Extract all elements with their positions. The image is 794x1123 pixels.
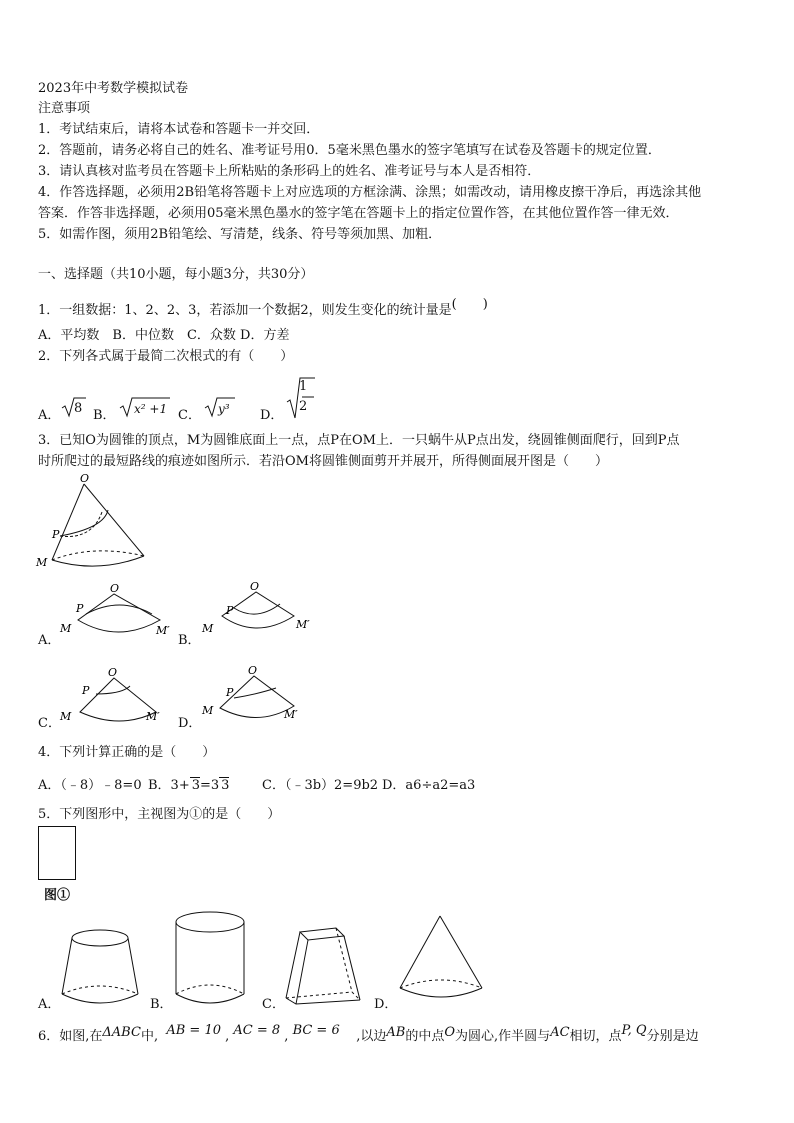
q3-sector-b-label-o: O (250, 580, 260, 593)
q3-option-c-label: C． (38, 716, 61, 731)
q5-stem: 5．下列图形中，主视图为①的是（ ） (38, 807, 281, 822)
q6-bc-length: BC = 6 (292, 1023, 340, 1038)
q4-option-d: D．a6÷a2=a3 (382, 778, 476, 793)
note-4: 4．作答选择题，必须用2B铅笔将答题卡上对应选项的方框涂满、涂黑；如需改动，请用橡皮擦干净后，再选涂其他 (38, 185, 702, 200)
q6-ab: AB (386, 1025, 406, 1040)
q2-option-c-label: C． (178, 408, 201, 423)
q2-stem: 2．下列各式属于最简二次根式的有（ ） (38, 349, 294, 364)
section-title: 一、选择题（共10小题，每小题3分，共30分） (38, 267, 314, 282)
q1-options: A．平均数 B．中位数 C．众数 D．方差 (38, 328, 290, 343)
q3-sector-b (200, 578, 320, 642)
q3-sector-d (200, 662, 310, 726)
q1-stem-text: 1．一组数据：1、2、2、3，若添加一个数据2，则发生变化的统计量是 (38, 303, 452, 318)
q3-sector-b-label-m: M (202, 622, 214, 635)
q4-b-radical-1: 3 (191, 778, 200, 793)
q2-fraction-den: 2 (299, 399, 308, 414)
q3-sector-d-label-p: P (226, 686, 234, 699)
q5-option-d-label: D． (374, 997, 398, 1012)
q3-sector-a-label-p: P (76, 602, 84, 615)
exam-title: 2023年中考数学模拟试卷 (38, 81, 189, 96)
q6-pq: P, Q (621, 1023, 647, 1038)
q3-sector-c-label-o: O (108, 666, 118, 679)
q5-cylinder-shape (172, 908, 252, 1010)
q5-option-c-label: C． (262, 997, 285, 1012)
q3-sector-d-label-m: M (202, 704, 214, 717)
q3-sector-a-label-m2: M′ (156, 624, 170, 637)
q4-b-prefix: B．3+ (148, 778, 190, 793)
q2-option-d-label: D． (260, 408, 284, 423)
q3-option-b-label: B． (178, 633, 201, 648)
q2-radicand-a: 8 (74, 401, 83, 416)
q3-sector-c-label-m: M (60, 710, 72, 723)
q5-frustum-shape (58, 926, 144, 1008)
q4-option-a: A．（﹣8）﹣8=0 (38, 778, 142, 793)
q3-sector-d-label-m2: M′ (284, 708, 298, 721)
q3-sector-a-label-m: M (60, 622, 72, 635)
q6-text-1: 6．如图,在 (38, 1029, 103, 1044)
q3-sector-d-label-o: O (248, 664, 258, 677)
q3-sector-b-label-m2: M′ (296, 618, 310, 631)
q3-sector-c (58, 664, 178, 728)
q5-figure-label: 图① (44, 888, 71, 903)
q3-cone-label-m: M (36, 556, 48, 569)
q4-b-mid: =3 (200, 778, 220, 793)
q3-line1: 3．已知O为圆锥的顶点，M为圆锥底面上一点，点P在OM上．一只蜗牛从P点出发，绕圆锥侧面爬行，回到P点 (38, 433, 680, 448)
q2-fraction-num: 1 (299, 379, 308, 394)
note-4-cont: 答案．作答非选择题，必须用05毫米黑色墨水的签字笔在答题卡上的指定位置作答，在其他位置作答一律无效． (38, 206, 679, 221)
q2-option-b-label: B． (93, 408, 116, 423)
q1-paren: ( ) (451, 297, 488, 312)
q3-sector-b-label-p: P (226, 604, 234, 617)
q3-sector-a (58, 582, 178, 644)
q3-line2: 时所爬过的最短路线的痕迹如图所示．若沿OM将圆锥侧面剪开并展开，所得侧面展开图是（ ） (38, 454, 608, 469)
q3-sector-c-label-p: P (82, 684, 90, 697)
note-2: 2．答题前，请务必将自己的姓名、准考证号用0．5毫米黑色墨水的签字笔填写在试卷及答题卡的规定位置． (38, 143, 661, 158)
note-5: 5．如需作图，须用2B铅笔绘、写清楚，线条、符号等须加黑、加粗． (38, 227, 442, 242)
q6-ab-length: AB = 10 (166, 1023, 221, 1038)
q5-option-b-label: B． (150, 997, 173, 1012)
q3-sector-a-label-o: O (110, 582, 120, 595)
q3-sector-c-label-m2: M′ (146, 710, 160, 723)
q6-ac: AC (550, 1025, 570, 1040)
q4-option-c: C．（﹣3b）2=9b2 (262, 778, 379, 793)
q6-line1: 6．如图,在ΔABC中, AB = 10 , AC = 8 , BC = 6 ,以边AB的中点O为圆心,作半圆与AC相切，点P, Q分别是边 (38, 1023, 699, 1044)
notice-title: 注意事项 (38, 101, 91, 116)
q2-radicand-b: x² +1 (134, 402, 168, 416)
q3-cone-label-p: P (52, 528, 60, 541)
q6-triangle: ΔABC (102, 1025, 141, 1040)
q4-b-radical-2: 3 (221, 778, 230, 793)
q2-option-a-label: A． (38, 408, 61, 423)
q6-text-3: ,以边 (356, 1029, 387, 1044)
q6-o: O (444, 1025, 456, 1040)
q1-stem (38, 297, 488, 320)
q2-radicand-c: y³ (218, 402, 230, 416)
q5-frustum-pyramid-shape (282, 922, 366, 1010)
q6-text-2: 中, (140, 1029, 159, 1044)
q5-cone-shape (394, 912, 488, 1008)
q6-text-5: 为圆心,作半圆与 (455, 1029, 551, 1044)
q4-option-b (148, 777, 229, 795)
q6-text-4: 的中点 (405, 1029, 445, 1044)
q3-option-d-label: D． (178, 716, 202, 731)
q3-cone-figure (32, 470, 152, 572)
q3-cone-label-o: O (80, 472, 90, 485)
q5-front-view-rectangle (38, 826, 76, 880)
q3-option-a-label: A． (38, 633, 61, 648)
q6-text-7: 分别是边 (646, 1029, 699, 1044)
q5-option-a-label: A． (38, 997, 61, 1012)
q6-text-6: 相切，点 (569, 1029, 622, 1044)
note-1: 1．考试结束后，请将本试卷和答题卡一并交回． (38, 122, 320, 137)
q4-stem: 4．下列计算正确的是（ ） (38, 745, 216, 760)
q6-ac-length: AC = 8 (233, 1023, 281, 1038)
note-3: 3．请认真核对监考员在答题卡上所粘贴的条形码上的姓名、准考证号与本人是否相符． (38, 164, 541, 179)
